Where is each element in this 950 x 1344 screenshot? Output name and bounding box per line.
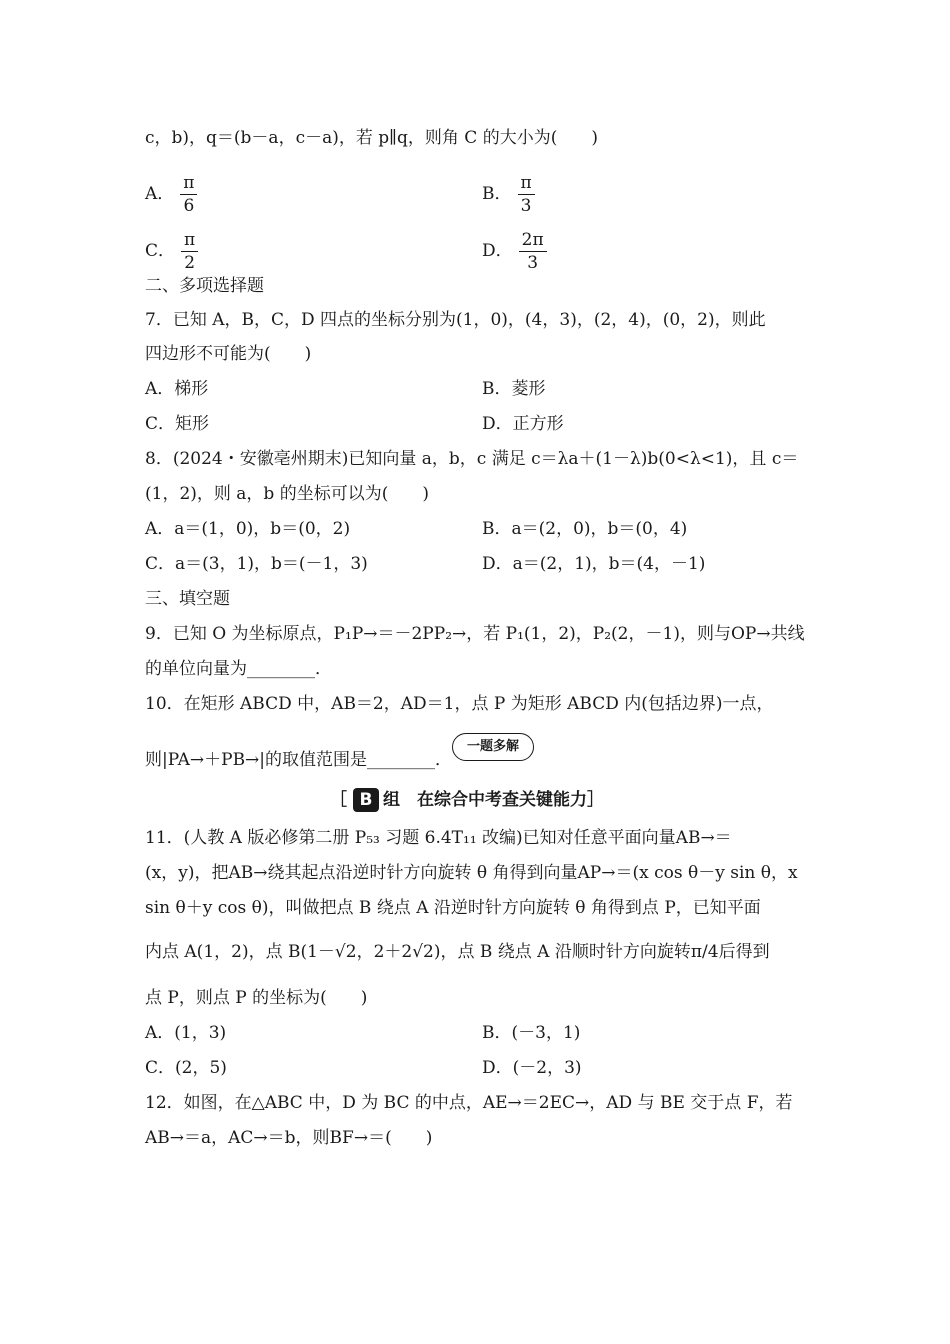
q12-stem-line2: AB→＝a，AC→＝b，则BF→＝( )	[145, 1128, 433, 1148]
q6-option-c: C． $\frac{\pi}{2}$	[145, 229, 198, 274]
q6-option-b: B． $\frac{\pi}{3}$	[482, 172, 535, 217]
q7-option-c: C．矩形	[145, 414, 210, 434]
q6-option-d-fraction: $\frac{2\pi}{3}$	[519, 229, 547, 274]
q11-stem-line3: sin θ＋y cos θ)，叫做把点 B 绕点 A 沿逆时针方向旋转 θ 角得到点 P，已知平面	[145, 898, 761, 918]
q11-option-d: D．(－2，3)	[482, 1058, 582, 1078]
q8-option-c: C．a＝(3，1)，b＝(－1，3)	[145, 554, 368, 574]
q11-option-c: C．(2，5)	[145, 1058, 227, 1078]
q6-continuation: c，b)，q＝(b－a，c－a)，若 p∥q，则角 C 的大小为( )	[145, 128, 598, 148]
q11-stem-line1: 11．(人教 A 版必修第二册 P₅₃ 习题 6.4T₁₁ 改编)已知对任意平面向量AB→＝	[145, 828, 732, 848]
q8-option-d: D．a＝(2，1)，b＝(4，－1)	[482, 554, 706, 574]
q9-stem-line1: 9．已知 O 为坐标原点，P₁P→＝－2PP₂→，若 P₁(1，2)，P₂(2，－1)，则与OP→共线	[145, 624, 805, 644]
q7-stem-line1: 7．已知 A，B，C，D 四点的坐标分别为(1，0)，(4，3)，(2，4)，(0，2)，则此	[145, 310, 766, 330]
q6-option-b-fraction: $\frac{\pi}{3}$	[518, 172, 535, 217]
section-fill-blank-heading: 三、填空题	[145, 589, 230, 609]
q7-option-d: D．正方形	[482, 414, 564, 434]
q7-stem-line2: 四边形不可能为( )	[145, 344, 312, 364]
q6-option-a: A． $\frac{\pi}{6}$	[145, 172, 197, 217]
q7-option-b: B．菱形	[482, 379, 546, 399]
q8-stem-line2: (1，2)，则 a，b 的坐标可以为( )	[145, 484, 429, 504]
q6-option-d: D． $\frac{2\pi}{3}$	[482, 229, 547, 274]
q7-option-a: A．梯形	[145, 379, 209, 399]
q11-stem-line4: 内点 A(1，2)，点 B(1－√2，2＋2√2)，点 B 绕点 A 沿顺时针方向旋转π/4后得到	[145, 942, 770, 962]
q6-option-c-fraction: $\frac{\pi}{2}$	[181, 229, 198, 274]
q8-option-b: B．a＝(2，0)，b＝(0，4)	[482, 519, 688, 539]
multi-solution-tag: 一题多解	[452, 733, 534, 761]
q8-stem-line1: 8．(2024・安徽亳州期末)已知向量 a，b，c 满足 c＝λa＋(1－λ)b(0<λ<1)，且 c＝	[145, 449, 799, 469]
group-b-banner: ［ B 组 在综合中考查关键能力］	[330, 790, 604, 810]
q12-stem-line1: 12．如图，在△ABC 中，D 为 BC 的中点，AE→＝2EC→，AD 与 BE 交于点 F，若	[145, 1093, 793, 1113]
group-b-badge: B	[353, 788, 379, 812]
section-multi-choice-heading: 二、多项选择题	[145, 276, 264, 296]
q11-option-a: A．(1，3)	[145, 1023, 227, 1043]
q10-stem-line2: 则|PA→＋PB→|的取值范围是________．	[145, 750, 453, 770]
q11-stem-line2: (x，y)，把AB→绕其起点沿逆时针方向旋转 θ 角得到向量AP→＝(x cos θ－y sin θ，x	[145, 863, 798, 883]
q9-stem-line2: 的单位向量为________．	[145, 659, 332, 679]
q11-stem-line5: 点 P，则点 P 的坐标为( )	[145, 988, 368, 1008]
q10-stem-line1: 10．在矩形 ABCD 中，AB＝2，AD＝1，点 P 为矩形 ABCD 内(包括边界)一点，	[145, 694, 774, 714]
q11-option-b: B．(－3，1)	[482, 1023, 581, 1043]
q6-option-a-fraction: $\frac{\pi}{6}$	[180, 172, 197, 217]
q8-option-a: A．a＝(1，0)，b＝(0，2)	[145, 519, 351, 539]
